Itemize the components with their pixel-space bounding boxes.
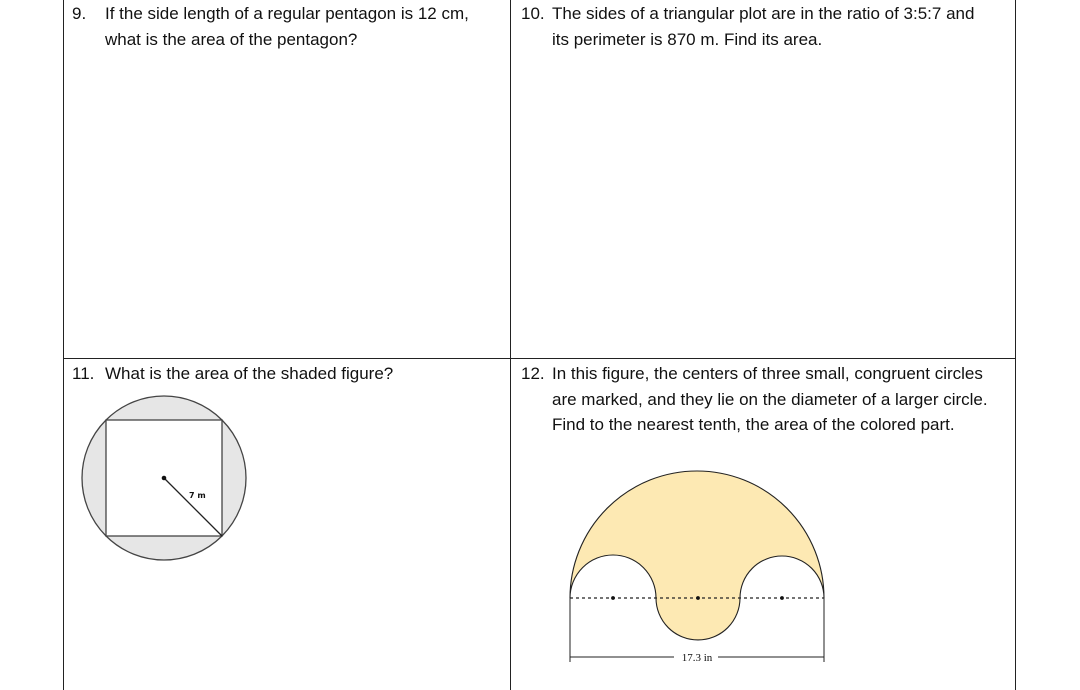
colored-region [570,471,824,640]
table-border-left [63,0,64,690]
left-circle-center [611,596,615,600]
radius-label: 7 m [189,491,206,500]
question-text: If the side length of a regular pentagon is 12 cm, what is the area of the pentagon? [105,4,469,49]
question-text: In this figure, the centers of three small, congruent circles are marked, and they lie on the diameter of a larger circle. Find to the nearest tenth, the area of the colored part. [552,364,988,434]
table-border-right [1015,0,1016,690]
middle-circle-center [696,596,700,600]
figure-semicircle-circles [560,470,840,670]
figure-square-in-circle [80,395,250,565]
question-text: What is the area of the shaded figure? [105,364,394,383]
center-point [162,476,167,481]
right-circle-center [780,596,784,600]
question-number: 9. [72,4,87,23]
question-number: 12. [521,364,545,383]
question-number: 10. [521,4,545,23]
question-text: The sides of a triangular plot are in the ratio of 3:5:7 and its perimeter is 870 m. Find its area. [552,4,975,49]
width-label: 17.3 in [681,652,713,664]
question-number: 11. [72,364,95,383]
table-row-divider [63,358,1016,359]
table-border-middle [510,0,511,690]
